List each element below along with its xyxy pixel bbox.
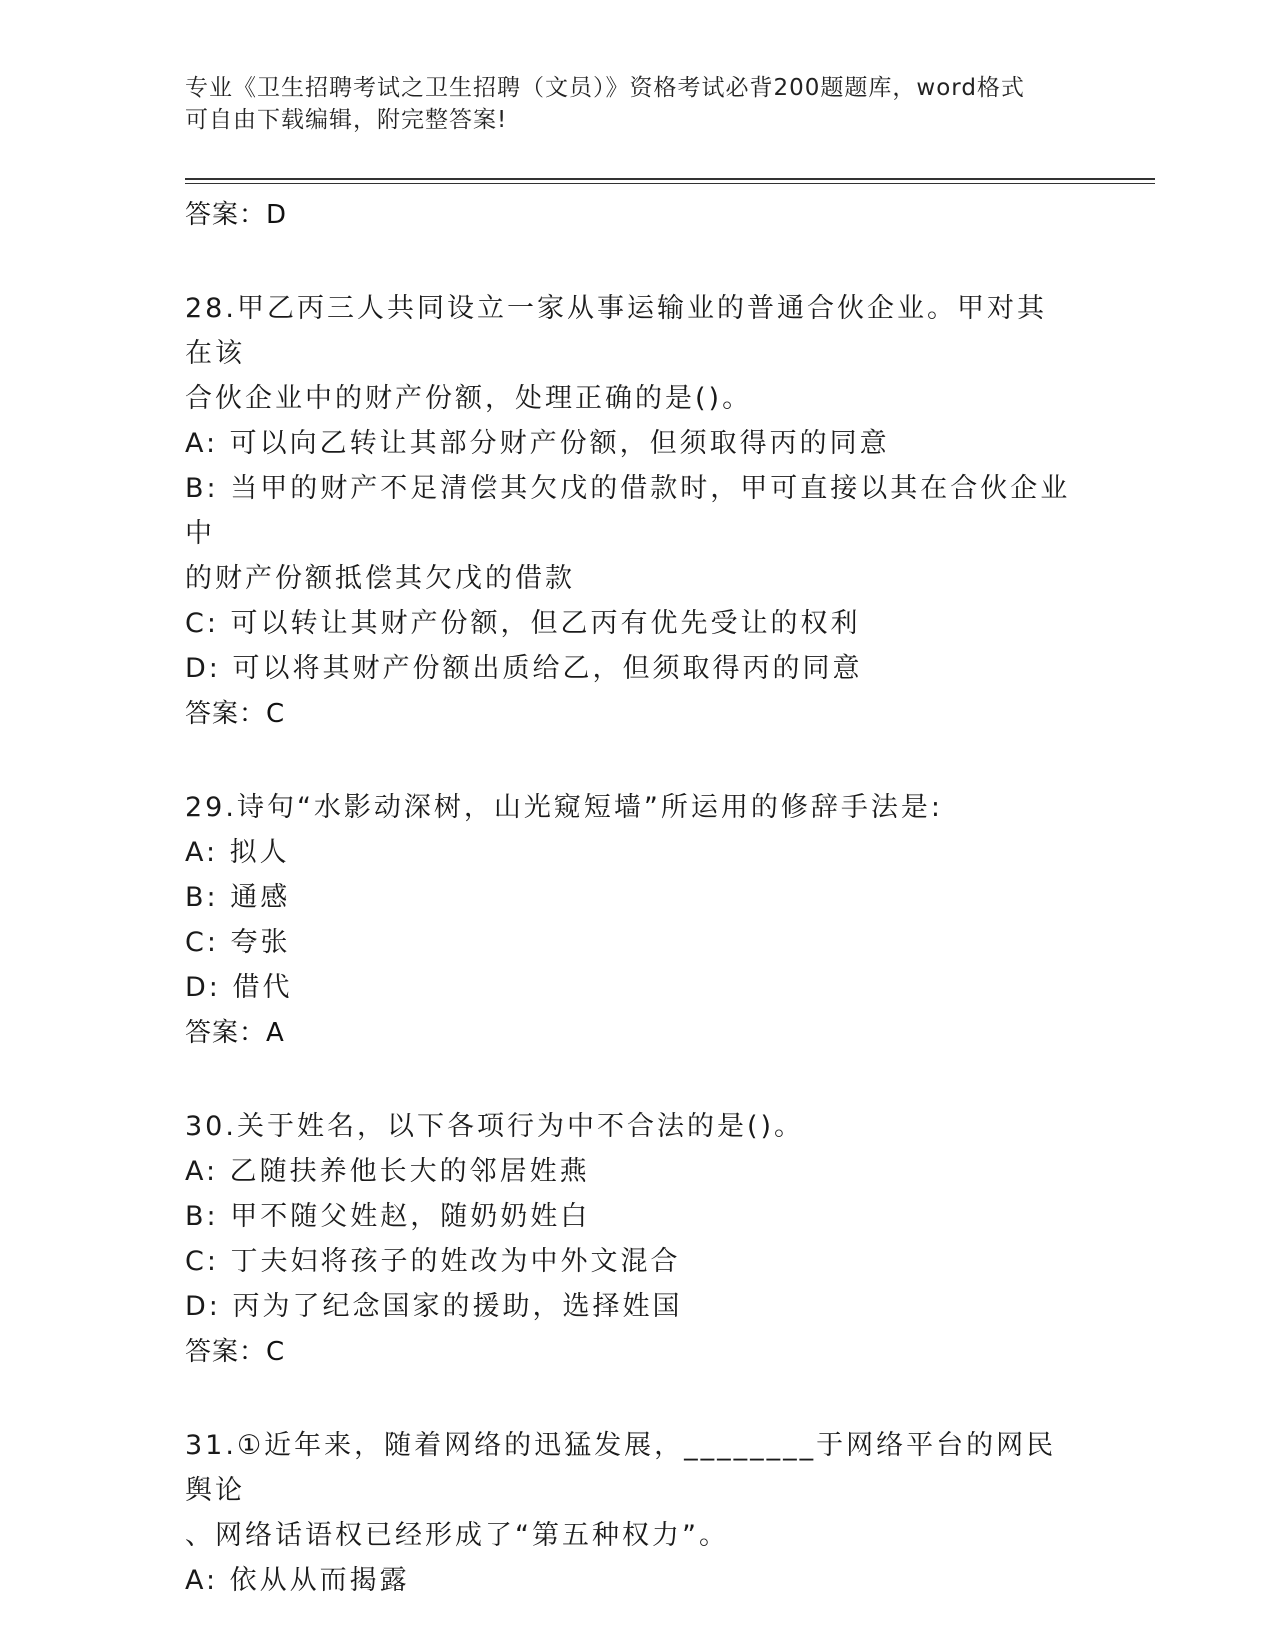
option-a: A: 可以向乙转让其部分财产份额，但须取得丙的同意 xyxy=(185,428,890,459)
option-b: B: 当甲的财产不足清偿其欠戊的借款时，甲可直接以其在合伙企业中 xyxy=(185,473,1071,549)
option-c: C: 可以转让其财产份额，但乙丙有优先受让的权利 xyxy=(185,608,861,639)
option-d: D: 可以将其财产份额出质给乙，但须取得丙的同意 xyxy=(185,653,863,684)
option-c: C: 夸张 xyxy=(185,927,291,958)
option-b: B: 通感 xyxy=(185,882,291,913)
header-divider-thick xyxy=(185,178,1155,180)
option-a: A: 依从从而揭露 xyxy=(185,1565,410,1596)
question-30 xyxy=(185,1104,1075,1375)
question-list xyxy=(185,187,1085,1603)
question-text: 合伙企业中的财产份额，处理正确的是()。 xyxy=(185,383,753,414)
document-header xyxy=(185,72,1065,136)
question-text: 29.诗句“水影动深树，山光窥短墙”所运用的修辞手法是: xyxy=(185,792,944,823)
option-b: B: 甲不随父姓赵，随奶奶姓白 xyxy=(185,1201,591,1232)
answer-line: 答案：C xyxy=(185,699,286,729)
question-29 xyxy=(185,785,1075,1056)
option-b-continued: 的财产份额抵偿其欠戊的借款 xyxy=(185,563,575,594)
question-28 xyxy=(185,286,1075,737)
question-31 xyxy=(185,1423,1075,1603)
option-d: D: 借代 xyxy=(185,972,293,1003)
option-a: A: 乙随扶养他长大的邻居姓燕 xyxy=(185,1156,590,1187)
header-divider-thin xyxy=(185,183,1155,184)
answer-line: 答案：D xyxy=(185,200,288,230)
answer-line: 答案：A xyxy=(185,1018,285,1048)
question-text: 28.甲乙丙三人共同设立一家从事运输业的普通合伙企业。甲对其在该 xyxy=(185,293,1047,369)
option-a: A: 拟人 xyxy=(185,837,290,868)
answer-line: 答案：C xyxy=(185,1337,286,1367)
question-text: 31.①近年来，随着网络的迅猛发展，________于网络平台的网民舆论 xyxy=(185,1430,1057,1506)
question-text: 30.关于姓名，以下各项行为中不合法的是()。 xyxy=(185,1111,805,1142)
header-line-2: 可自由下载编辑，附完整答案! xyxy=(185,107,508,133)
header-line-1: 专业《卫生招聘考试之卫生招聘（文员）》资格考试必背200题题库，word格式 xyxy=(185,75,1025,101)
option-c: C: 丁夫妇将孩子的姓改为中外文混合 xyxy=(185,1246,681,1277)
question-text: 、网络话语权已经形成了“第五种权力”。 xyxy=(185,1520,729,1551)
option-d: D: 丙为了纪念国家的援助，选择姓国 xyxy=(185,1291,683,1322)
